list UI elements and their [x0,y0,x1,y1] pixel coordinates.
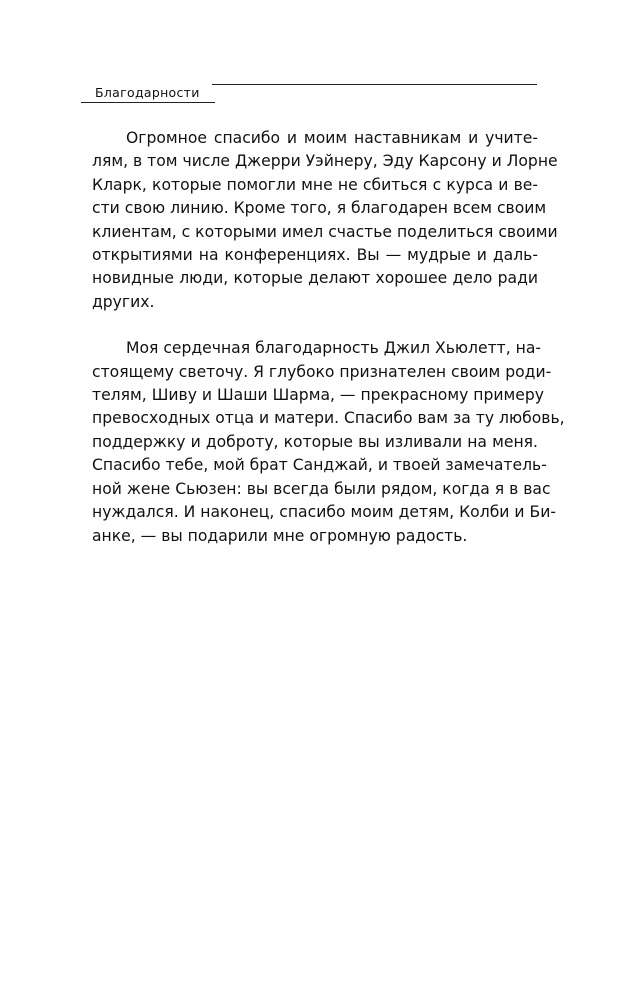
page-body [92,127,565,548]
text-line: открытиями на конференциях. Вы — мудрые и даль- [92,246,538,265]
text-line: других. [92,292,155,311]
text-line: клиентам, с которыми имел счастье поделиться своими [92,222,558,241]
header-rule-bottom [81,102,215,103]
text-line: лям, в том числе Джерри Уэйнеру, Эду Карсону и Лорне [92,152,558,171]
text-line: Кларк, которые помогли мне не сбиться с курса и ве- [92,175,538,194]
text-line: Огромное спасибо и моим наставникам и учите- [126,129,538,147]
text-line: телям, Шиву и Шаши Шарма, — прекрасному примеру [92,386,545,405]
text-line: анке, — вы подарили мне огромную радость. [92,526,468,545]
running-head-title: Благодарности [95,85,200,100]
text-line: нуждался. И наконец, спасибо моим детям, Колби и Би- [92,503,556,522]
text-line: новидные люди, которые делают хорошее дело ради [92,269,538,288]
paragraph [92,127,558,314]
paragraph [92,337,565,548]
text-line: стоящему светочу. Я глубоко признателен своим роди- [92,362,552,381]
text-line: превосходных отца и матери. Спасибо вам за ту любовь, [92,409,565,428]
paragraph-gap [92,314,538,337]
text-line: Спасибо тебе, мой брат Санджай, и твоей замечатель- [92,456,547,475]
text-line: Моя сердечная благодарность Джил Хьюлетт, на- [126,339,542,358]
text-line: сти свою линию. Кроме того, я благодарен всем своим [92,199,547,218]
header-rule-top [212,84,537,85]
text-line: поддержку и доброту, которые вы изливали на меня. [92,432,538,451]
running-head [81,84,537,102]
text-line: ной жене Сьюзен: вы всегда были рядом, когда я в вас [92,479,551,498]
